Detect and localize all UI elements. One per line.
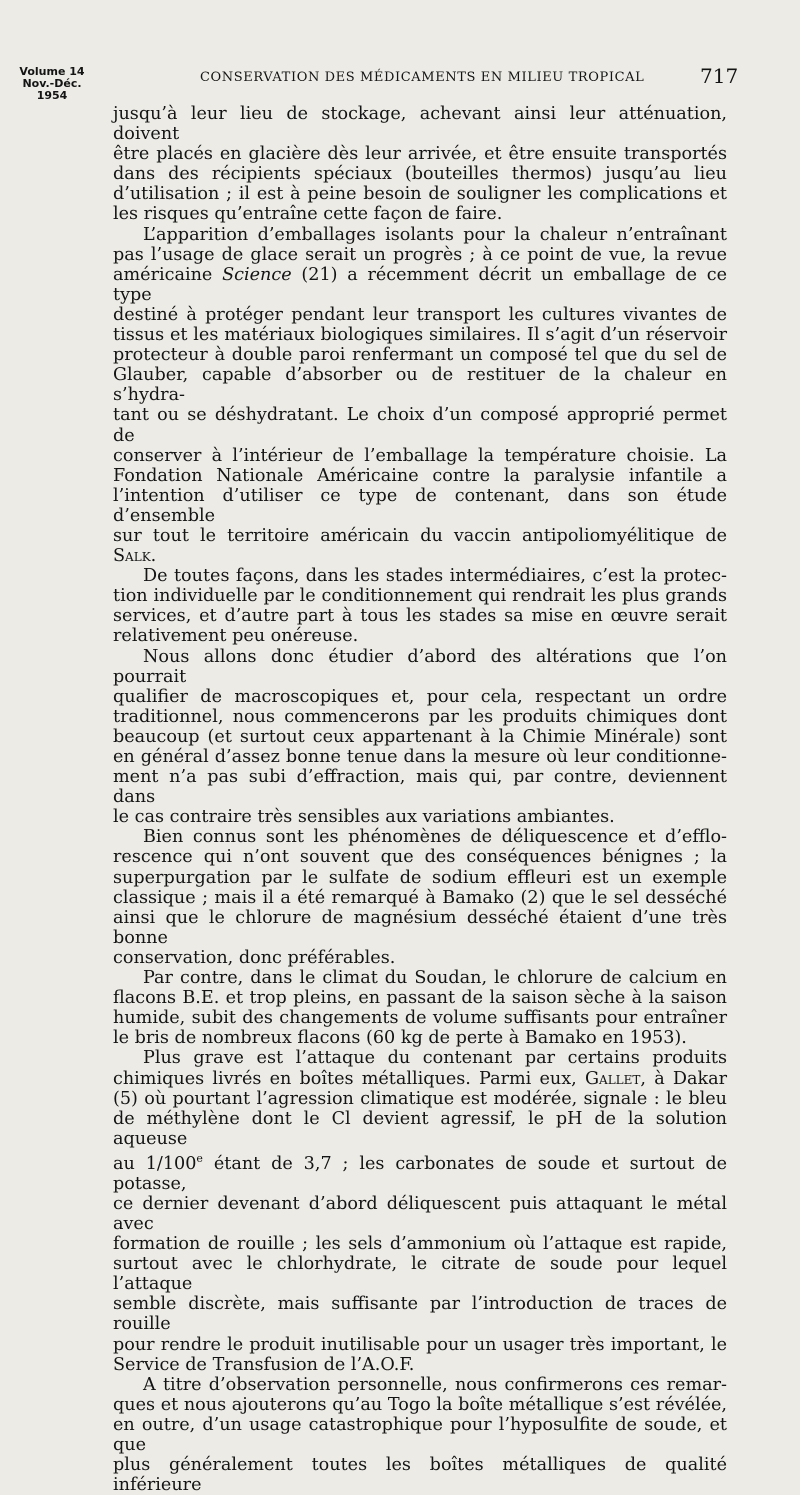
- text-line: tissus et les matériaux biologiques similaires. Il s’agit d’un réservoir: [113, 325, 727, 346]
- text-line: superpurgation par le sulfate de sodium effleuri est un exemple: [113, 867, 727, 888]
- text-line: protecteur à double paroi renfermant un composé tel que du sel de: [113, 345, 727, 366]
- text-line: chimiques livrés en boîtes métalliques. Parmi eux, Gallet, à Dakar: [113, 1068, 728, 1089]
- text-line: (5) où pourtant l’agression climatique est modérée, signale : le bleu: [113, 1088, 727, 1109]
- text-line: classique ; mais il a été remarqué à Bamako (2) que le sel desséché: [113, 887, 727, 908]
- text-line: sur tout le territoire américain du vaccin antipoliomyélitique de Salk.: [113, 525, 727, 567]
- text-line: surtout avec le chlorhydrate, le citrate de soude pour lequel l’attaque: [113, 1254, 727, 1295]
- text-line: Par contre, dans le climat du Soudan, le chlorure de calcium en: [143, 968, 727, 989]
- author-name: Salk.: [113, 546, 157, 567]
- volume-label: [6, 66, 98, 102]
- text-line: Plus grave est l’attaque du contenant par certains produits: [143, 1048, 727, 1069]
- journal-title: Science: [222, 264, 292, 285]
- text-line: ques et nous ajouterons qu’au Togo la boîte métallique s’est révélée,: [113, 1394, 727, 1415]
- text-line: l’intention d’utiliser ce type de contenant, dans son étude d’ensemble: [113, 485, 727, 526]
- superscript: e: [196, 1151, 203, 1165]
- issue-date: Nov.-Déc. 1954: [22, 77, 82, 102]
- text-line: plus généralement toutes les boîtes métalliques de qualité inférieure: [113, 1455, 727, 1495]
- text-line: L’apparition d’emballages isolants pour la chaleur n’entraînant: [143, 224, 727, 245]
- text-line: Bien connus sont les phénomènes de déliquescence et d’efflo-: [143, 827, 727, 848]
- text-line: en général d’assez bonne tenue dans la mesure où leur conditionne-: [113, 747, 727, 767]
- text-line: au 1/100e étant de 3,7 ; les carbonates de soude et surtout de potasse,: [113, 1151, 728, 1194]
- text-line: Glauber, capable d’absorber ou de restituer de la chaleur en s’hydra-: [113, 365, 727, 406]
- volume-number: Volume 14: [19, 65, 85, 78]
- author-name: Gallet,: [584, 1068, 646, 1089]
- text-line: d’utilisation ; il est à peine besoin de souligner les complications et: [113, 184, 727, 205]
- text-line: pour rendre le produit inutilisable pour un usager très important, le: [113, 1334, 727, 1355]
- text-line: traditionnel, nous commencerons par les produits chimiques dont: [113, 706, 727, 727]
- text-line: tant ou se déshydratant. Le choix d’un composé approprié permet de: [113, 405, 727, 446]
- text-line: américaine Science (21) a récemment décrit un emballage de ce type: [113, 264, 727, 305]
- text-line: Fondation Nationale Américaine contre la paralysie infantile a: [113, 465, 727, 486]
- text-line: le bris de nombreux flacons (60 kg de perte à Bamako en 1953).: [113, 1028, 687, 1049]
- text-line: destiné à protéger pendant leur transport les cultures vivantes de: [113, 304, 727, 325]
- text-line: Service de Transfusion de l’A.O.F.: [113, 1354, 415, 1375]
- text-line: rescence qui n’ont souvent que des conséquences bénignes ; la: [113, 847, 727, 868]
- text-line: semble discrète, mais suffisante par l’introduction de traces de rouille: [113, 1294, 727, 1335]
- page-number: 717: [700, 64, 739, 88]
- text-line: De toutes façons, dans les stades intermédiaires, c’est la protec-: [143, 566, 727, 587]
- text-line: humide, subit des changements de volume suffisants pour entraîner: [113, 1008, 727, 1029]
- text-line: conservation, donc préférables.: [113, 947, 396, 968]
- text-line: A titre d’observation personnelle, nous confirmerons ces remar-: [143, 1374, 727, 1395]
- text-line: beaucoup (et surtout ceux appartenant à la Chimie Minérale) sont: [113, 726, 727, 747]
- text-line: être placés en glacière dès leur arrivée, et être ensuite transportés: [113, 144, 727, 165]
- text-line: de méthylène dont le Cl devient agressif, le pH de la solution aqueuse: [113, 1108, 727, 1149]
- body-text: [113, 104, 727, 1495]
- text-line: les risques qu’entraîne cette façon de faire.: [113, 204, 503, 225]
- text-line: qualifier de macroscopiques et, pour cela, respectant un ordre: [113, 686, 727, 707]
- text-line: dans des récipients spéciaux (bouteilles thermos) jusqu’au lieu: [113, 164, 727, 185]
- text-line: pas l’usage de glace serait un progrès ; à ce point de vue, la revue: [113, 244, 727, 265]
- text-line: services, et d’autre part à tous les stades sa mise en œuvre serait: [113, 606, 727, 627]
- text-line: Nous allons donc étudier d’abord des altérations que l’on pourrait: [113, 646, 727, 687]
- text-line: flacons B.E. et trop pleins, en passant de la saison sèche à la saison: [113, 988, 727, 1009]
- text-line: jusqu’à leur lieu de stockage, achevant ainsi leur atténuation, doivent: [113, 104, 727, 145]
- text-line: ainsi que le chlorure de magnésium desséché étaient d’une très bonne: [113, 907, 727, 948]
- text-line: le cas contraire très sensibles aux variations ambiantes.: [113, 807, 615, 828]
- running-title: CONSERVATION DES MÉDICAMENTS EN MILIEU TROPICAL: [200, 70, 645, 85]
- text-line: conserver à l’intérieur de l’emballage la température choisie. La: [113, 445, 727, 466]
- text-line: en outre, d’un usage catastrophique pour l’hyposulfite de soude, et que: [113, 1414, 727, 1456]
- text-line: relativement peu onéreuse.: [113, 626, 359, 647]
- text-line: ce dernier devenant d’abord déliquescent puis attaquant le métal avec: [113, 1193, 727, 1235]
- text-line: formation de rouille ; les sels d’ammonium où l’attaque est rapide,: [113, 1234, 727, 1255]
- text-line: tion individuelle par le conditionnement qui rendrait les plus grands: [113, 586, 727, 607]
- text-line: ment n’a pas subi d’effraction, mais qui, par contre, deviennent dans: [113, 767, 727, 808]
